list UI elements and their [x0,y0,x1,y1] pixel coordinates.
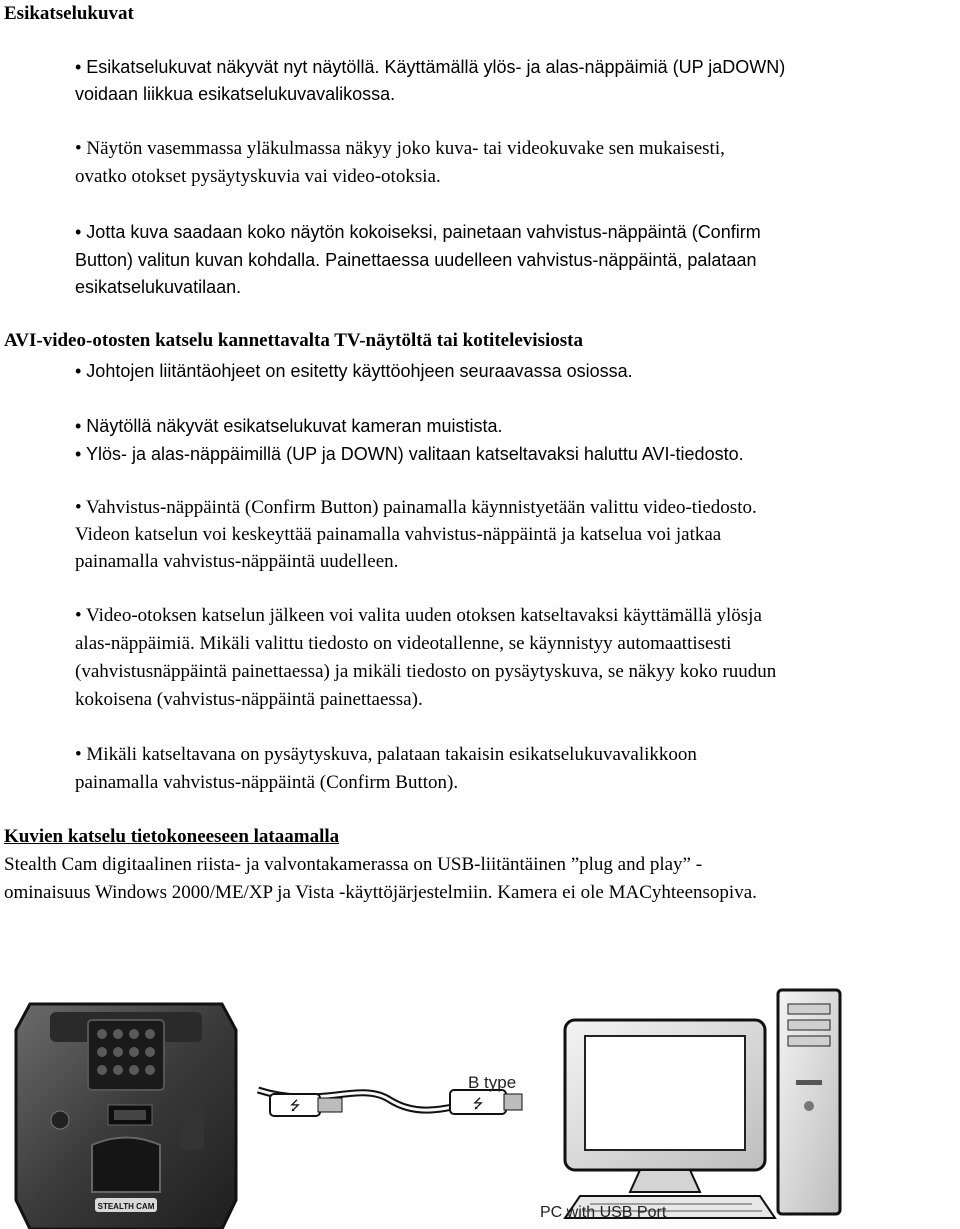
section-avi-heading: AVI-video-otosten katselu kannettavalta TV-näytöltä tai kotitelevisiosta [4,330,583,351]
download-line-1: Stealth Cam digitaalinen riista- ja valvontakamerassa on USB-liitäntäinen ”plug and play” - [4,854,703,875]
avi-line-2: • Näytöllä näkyvät esikatselukuvat kameran muistista. [75,416,503,436]
preview-line-4: ovatko otokset pysäytyskuvia vai video-otoksia. [75,166,441,187]
pc-tower-image [778,990,840,1214]
avi-line-5: Videon katselun voi keskeyttää painamalla vahvistus-näppäintä ja katselua voi jatkaa [75,524,722,545]
pc-usb-port-label: PC with USB Port [540,1204,667,1221]
avi-line-8: alas-näppäimiä. Mikäli valittu tiedosto on videotallenne, se käynnistyy automaattisesti [75,633,732,654]
svg-text:⭍: ⭍ [472,1097,484,1112]
avi-line-1: • Johtojen liitäntäohjeet on esitetty käyttöohjeen seuraavassa osiossa. [75,361,633,381]
avi-line-12: painamalla vahvistus-näppäintä (Confirm Button). [75,772,459,793]
avi-line-9: (vahvistusnäppäintä painettaessa) ja mikäli tiedosto on pysäytyskuva, se näkyy koko ruudun [75,661,777,682]
trail-camera-image [16,1004,236,1229]
preview-line-7: esikatselukuvatilaan. [75,277,242,297]
section-preview-heading: Esikatselukuvat [4,3,134,24]
avi-line-7: • Video-otoksen katselun jälkeen voi valita uuden otoksen katseltavaksi käyttämällä ylösja [75,605,762,626]
avi-line-6: painamalla vahvistus-näppäintä uudelleen. [75,551,399,572]
camera-brand-label: STEALTH CAM [97,1202,155,1211]
avi-line-3: • Ylös- ja alas-näppäimillä (UP ja DOWN) valitaan katseltavaksi haluttu AVI-tiedosto. [75,444,744,464]
avi-line-11: • Mikäli katseltavana on pysäytyskuva, palataan takaisin esikatselukuvavalikkoon [75,744,697,765]
avi-line-4: • Vahvistus-näppäintä (Confirm Button) painamalla käynnistyetään valittu video-tiedosto. [75,497,757,518]
pc-monitor-image [565,1020,775,1218]
cable-type-label: B type [468,1073,517,1092]
preview-line-5: • Jotta kuva saadaan koko näytön kokoiseksi, painetaan vahvistus-näppäintä (Confirm [75,222,761,242]
preview-line-2: voidaan liikkua esikatselukuvavalikossa. [75,84,396,104]
section-download-heading: Kuvien katselu tietokoneeseen lataamalla [4,826,340,847]
usb-cable-image [258,1090,522,1116]
preview-line-6: Button) valitun kuvan kohdalla. Painettaessa uudelleen vahvistus-näppäintä, palataan [75,250,757,270]
usb-connection-illustration [0,960,960,1229]
svg-text:⭍: ⭍ [289,1099,301,1114]
avi-line-10: kokoisena (vahvistus-näppäintä painettaessa). [75,689,423,710]
preview-line-1: • Esikatselukuvat näkyvät nyt näytöllä. Käyttämällä ylös- ja alas-näppäimiä (UP jaDOWN) [75,57,786,77]
preview-line-3: • Näytön vasemmassa yläkulmassa näkyy joko kuva- tai videokuvake sen mukaisesti, [75,138,725,159]
download-line-2: ominaisuus Windows 2000/ME/XP ja Vista -käyttöjärjestelmiin. Kamera ei ole MACyhteensopiva. [4,882,757,903]
